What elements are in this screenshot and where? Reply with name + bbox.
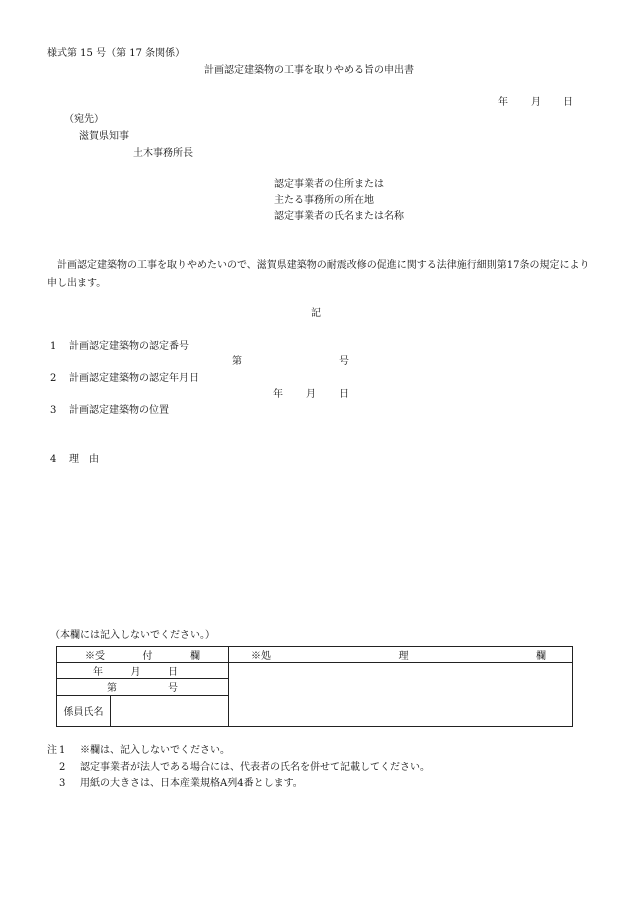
addressee-prefix: （宛先） [64, 114, 104, 125]
note2-number: 2 [59, 762, 66, 773]
applicant-line1: 認定事業者の住所または [274, 179, 384, 190]
addressee-office: 土木事務所長 [133, 148, 193, 159]
staff-name-label: 係員氏名 [57, 695, 111, 726]
item1-number: 1 [50, 341, 57, 352]
item1-dai: 第 [232, 356, 242, 367]
item3-label: 計画認定建築物の位置 [69, 405, 169, 416]
applicant-line2: 主たる事務所の所在地 [274, 195, 374, 206]
item3-number: 3 [50, 405, 57, 416]
item2-label: 計画認定建築物の認定年月日 [69, 373, 199, 384]
ki-heading: 記 [311, 308, 321, 319]
applicant-line3: 認定事業者の氏名または名称 [274, 211, 404, 222]
note1: ※欄は、記入しないでください。 [80, 745, 230, 756]
staff-name-field[interactable] [111, 695, 229, 726]
office-use-table [56, 646, 573, 727]
date-year: 年 [498, 97, 508, 108]
form-number: 様式第 15 号（第 17 条関係） [47, 48, 186, 59]
reception-header: ※受 付 欄 [57, 647, 229, 663]
date-month: 月 [531, 97, 541, 108]
processing-field[interactable] [229, 663, 573, 727]
item1-go: 号 [339, 356, 349, 367]
document-title: 計画認定建築物の工事を取りやめる旨の申出書 [204, 65, 414, 76]
item4-label: 理 由 [69, 454, 99, 465]
note1-number: 1 [59, 745, 66, 756]
item2-number: 2 [50, 373, 57, 384]
note2: 認定事業者が法人である場合には、代表者の氏名を併せて記載してください。 [80, 762, 430, 773]
item2-year: 年 [273, 389, 283, 400]
date-day: 日 [563, 97, 573, 108]
item1-label: 計画認定建築物の認定番号 [69, 341, 189, 352]
item2-day: 日 [339, 389, 349, 400]
item2-month: 月 [306, 389, 316, 400]
body-text: 計画認定建築物の工事を取りやめたいので、滋賀県建築物の耐震改修の促進に関する法律施行細則第17条の規定により申し出ます。 [47, 260, 590, 289]
note3: 用紙の大きさは、日本産業規格A列4番とします。 [80, 778, 303, 789]
processing-header: ※処 理 欄 [229, 647, 573, 663]
notes-prefix: 注 [47, 745, 57, 756]
note3-number: 3 [59, 778, 66, 789]
reception-number-field[interactable]: 第 号 [57, 679, 229, 695]
reception-date-field[interactable]: 年 月 日 [57, 663, 229, 679]
item4-number: 4 [50, 454, 57, 465]
addressee-governor: 滋賀県知事 [79, 131, 129, 142]
office-use-note: （本欄には記入しないでください。） [50, 630, 215, 641]
